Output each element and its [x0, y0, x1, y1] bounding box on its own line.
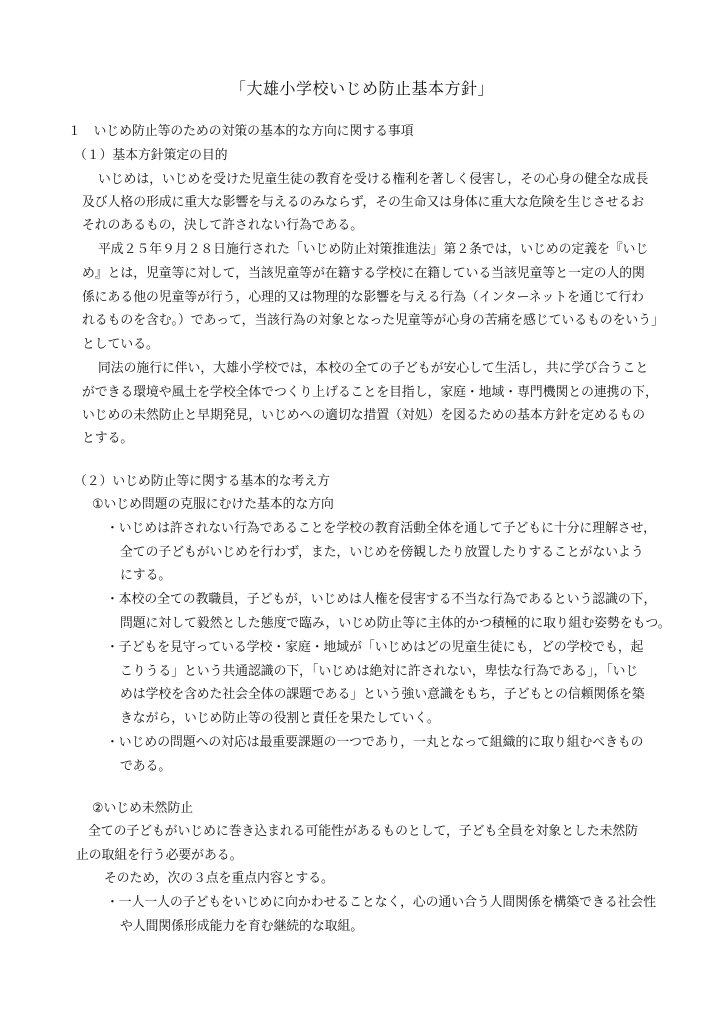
paragraph-line: いじめの未然防止と早期発見，いじめへの適切な措置（対処）を図るための基本方針を定めるもの [82, 408, 646, 423]
paragraph-line: それのあるもの，決して許されない行為である。 [82, 218, 364, 233]
bullet-line: ・一人一人の子どもをいじめに向かわせることなく，心の通い合う人間関係を構築できる社会性 [106, 895, 657, 910]
document-title: 「大雄小学校いじめ防止基本方針」 [229, 79, 494, 98]
paragraph-line: れるものを含む。）であって，当該行為の対象となった児童等が心身の苦痛を感じているものをいう」 [82, 313, 664, 328]
bullet-line: めは学校を含めた社会全体の課題である」という強い意識をもち，子どもとの信頼関係を築 [120, 687, 645, 702]
paragraph-line: 及び人格の形成に重大な影響を与えるのみならず，その生命又は身体に重大な危険を生じさせるお [82, 195, 645, 210]
bullet-line: きながら，いじめ防止等の役割と責任を果たしていく。 [120, 711, 440, 726]
subsection-heading: （１）基本方針策定の目的 [74, 148, 228, 163]
paragraph-line: め』とは，児童等に対して，当該児童等が在籍する学校に在籍している当該児童等と一定の人的関 [82, 266, 645, 281]
item-heading: ②いじめ未然防止 [92, 801, 194, 816]
paragraph-line: 係にある他の児童等が行う，心理的又は物理的な影響を与える行為（インターネットを通じて行わ [82, 290, 644, 305]
bullet-line: 全ての子どもがいじめを行わず，また，いじめを傍観したり放置したりすることがないよう [120, 545, 644, 560]
bullet-line: ・本校の全ての教職員，子どもが，いじめは人権を侵害する不当な行為であるという認識の下， [106, 592, 657, 607]
paragraph-line: 止の取組を行う必要がある。 [76, 848, 243, 863]
bullet-line: である。 [120, 759, 172, 774]
paragraph-line: ができる環境や風土を学校全体でつくり上げることを目指し，家庭・地域・専門機関との連携の下， [82, 385, 658, 400]
bullet-line: こりうる」という共通認識の下，「いじめは絶対に許されない，卑怯な行為である」，「いじ [120, 664, 639, 679]
bullet-line: ・子どもを見守っている学校・家庭・地域が「いじめはどの児童生徒にも，どの学校でも，起 [106, 640, 644, 655]
paragraph-line: そのため，次の３点を重点内容とする。 [104, 871, 334, 886]
bullet-line: 問題に対して毅然とした態度で臨み，いじめ防止等に主体的かつ積極的に取り組む姿勢をもつ。 [120, 616, 671, 631]
paragraph-line: いじめは，いじめを受けた児童生徒の教育を受ける権利を著しく侵害し，その心身の健全な成長 [98, 172, 649, 187]
paragraph-line: 平成２５年９月２８日施行された「いじめ防止対策推進法」第２条では，いじめの定義を『いじ [98, 242, 649, 257]
paragraph-line: とする。 [82, 431, 134, 446]
bullet-line: ・いじめの問題への対応は最重要課題の一つであり，一丸となって組織的に取り組むべきもの [106, 735, 644, 750]
bullet-line: にする。 [120, 568, 172, 583]
bullet-line: や人間関係形成能力を育む継続的な取組。 [120, 919, 364, 934]
paragraph-line: としている。 [82, 337, 159, 352]
section-heading: １ いじめ防止等のための対策の基本的な方向に関する事項 [68, 124, 414, 139]
item-heading: ①いじめ問題の克服にむけた基本的な方向 [92, 497, 334, 512]
subsection-heading: （２）いじめ防止等に関する基本的な考え方 [74, 474, 330, 489]
paragraph-line: 全ての子どもがいじめに巻き込まれる可能性があるものとして，子ども全員を対象とした未然防 [88, 824, 639, 839]
paragraph-line: 同法の施行に伴い，大雄小学校では，本校の全ての子どもが安心して生活し，共に学び合うこと [98, 361, 649, 376]
bullet-line: ・いじめは許されない行為であることを学校の教育活動全体を通して子どもに十分に理解させ， [106, 521, 656, 536]
